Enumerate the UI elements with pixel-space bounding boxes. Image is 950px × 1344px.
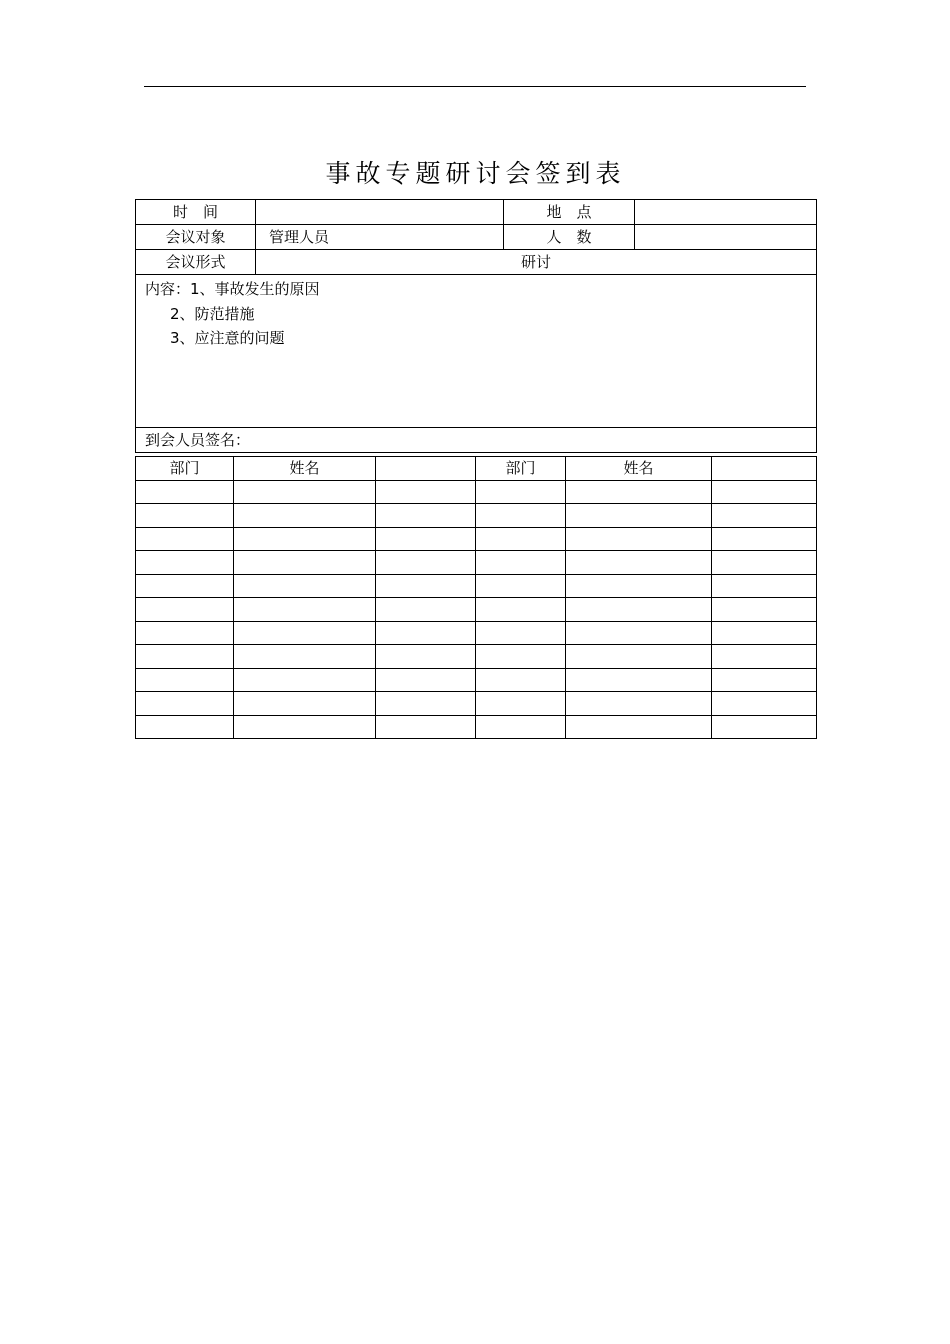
signature-cell[interactable] [712, 574, 817, 598]
signature-cell[interactable] [476, 692, 566, 716]
signature-cell[interactable] [234, 692, 376, 716]
audience-count-row [136, 225, 817, 250]
signature-cell[interactable] [712, 551, 817, 575]
signature-cell[interactable] [136, 645, 234, 669]
signature-cell[interactable] [476, 551, 566, 575]
signature-cell[interactable] [376, 574, 476, 598]
signature-cell[interactable] [476, 574, 566, 598]
header-name-2: 姓名 [566, 457, 712, 481]
signature-cell[interactable] [234, 504, 376, 528]
signature-cell[interactable] [376, 645, 476, 669]
time-label: 时 间 [136, 200, 256, 225]
table-row [136, 692, 817, 716]
header-department-1: 部门 [136, 457, 234, 481]
signature-cell[interactable] [476, 527, 566, 551]
table-row [136, 645, 817, 669]
signature-cell[interactable] [376, 621, 476, 645]
signature-cell[interactable] [376, 551, 476, 575]
signature-cell[interactable] [476, 715, 566, 739]
audience-field[interactable]: 管理人员 [256, 225, 504, 250]
table-row [136, 668, 817, 692]
table-row [136, 551, 817, 575]
content-line-1: 内容：1、事故发生的原因 [145, 280, 320, 298]
signature-cell[interactable] [566, 480, 712, 504]
signature-cell[interactable] [136, 574, 234, 598]
header-rule [144, 86, 806, 87]
audience-label: 会议对象 [136, 225, 256, 250]
signature-cell[interactable] [136, 621, 234, 645]
signature-cell[interactable] [136, 480, 234, 504]
signature-cell[interactable] [376, 668, 476, 692]
time-field[interactable] [256, 200, 504, 225]
count-field[interactable] [635, 225, 817, 250]
signature-cell[interactable] [234, 574, 376, 598]
header-blank-2 [712, 457, 817, 481]
signature-label: 到会人员签名： [136, 428, 817, 453]
signature-cell[interactable] [566, 645, 712, 669]
document-title: 事故专题研讨会签到表 [325, 159, 626, 188]
table-row [136, 598, 817, 622]
signature-cell[interactable] [566, 621, 712, 645]
format-label: 会议形式 [136, 250, 256, 275]
format-field[interactable]: 研讨 [256, 250, 817, 275]
signature-cell[interactable] [376, 715, 476, 739]
signature-cell[interactable] [376, 480, 476, 504]
signature-cell[interactable] [566, 715, 712, 739]
signature-cell[interactable] [712, 645, 817, 669]
place-label: 地 点 [504, 200, 635, 225]
content-line-2: 2、防范措施 [170, 304, 255, 323]
content-cell[interactable] [136, 275, 817, 428]
signature-cell[interactable] [136, 527, 234, 551]
header-blank-1 [376, 457, 476, 481]
signature-cell[interactable] [566, 551, 712, 575]
signature-cell[interactable] [376, 692, 476, 716]
signature-cell[interactable] [566, 527, 712, 551]
signature-cell[interactable] [712, 621, 817, 645]
signature-cell[interactable] [712, 598, 817, 622]
signature-cell[interactable] [566, 668, 712, 692]
time-place-row [136, 200, 817, 225]
content-line-3: 3、应注意的问题 [170, 329, 285, 347]
signature-cell[interactable] [376, 598, 476, 622]
content-row [136, 275, 817, 428]
signature-cell[interactable] [136, 504, 234, 528]
signature-cell[interactable] [234, 527, 376, 551]
signature-cell[interactable] [376, 504, 476, 528]
signature-cell[interactable] [234, 551, 376, 575]
signature-cell[interactable] [136, 668, 234, 692]
signature-cell[interactable] [234, 645, 376, 669]
signature-cell[interactable] [234, 480, 376, 504]
signature-cell[interactable] [712, 527, 817, 551]
signature-header-row [136, 457, 817, 481]
header-name-1: 姓名 [234, 457, 376, 481]
format-row [136, 250, 817, 275]
signature-body [136, 480, 817, 739]
table-row [136, 480, 817, 504]
signature-table [135, 456, 817, 739]
signature-cell[interactable] [712, 504, 817, 528]
signature-cell[interactable] [566, 504, 712, 528]
signature-cell[interactable] [476, 598, 566, 622]
signature-cell[interactable] [234, 598, 376, 622]
signature-cell[interactable] [136, 715, 234, 739]
signature-cell[interactable] [136, 598, 234, 622]
signature-cell[interactable] [712, 715, 817, 739]
signature-label-row [136, 428, 817, 453]
signature-cell[interactable] [712, 480, 817, 504]
signature-cell[interactable] [712, 692, 817, 716]
signature-cell[interactable] [476, 504, 566, 528]
count-label: 人 数 [504, 225, 635, 250]
signature-cell[interactable] [566, 574, 712, 598]
table-row [136, 715, 817, 739]
signature-cell[interactable] [376, 527, 476, 551]
signature-cell[interactable] [136, 551, 234, 575]
signature-cell[interactable] [234, 715, 376, 739]
signature-cell[interactable] [136, 692, 234, 716]
table-row [136, 504, 817, 528]
table-row [136, 527, 817, 551]
signature-cell[interactable] [566, 598, 712, 622]
signature-cell[interactable] [476, 621, 566, 645]
meeting-info-table [135, 199, 817, 453]
table-row [136, 574, 817, 598]
signature-cell[interactable] [234, 668, 376, 692]
signature-cell[interactable] [712, 668, 817, 692]
table-row [136, 621, 817, 645]
signature-cell[interactable] [476, 668, 566, 692]
signature-cell[interactable] [476, 645, 566, 669]
place-field[interactable] [635, 200, 817, 225]
signature-cell[interactable] [234, 621, 376, 645]
header-department-2: 部门 [476, 457, 566, 481]
signature-cell[interactable] [566, 692, 712, 716]
signature-cell[interactable] [476, 480, 566, 504]
